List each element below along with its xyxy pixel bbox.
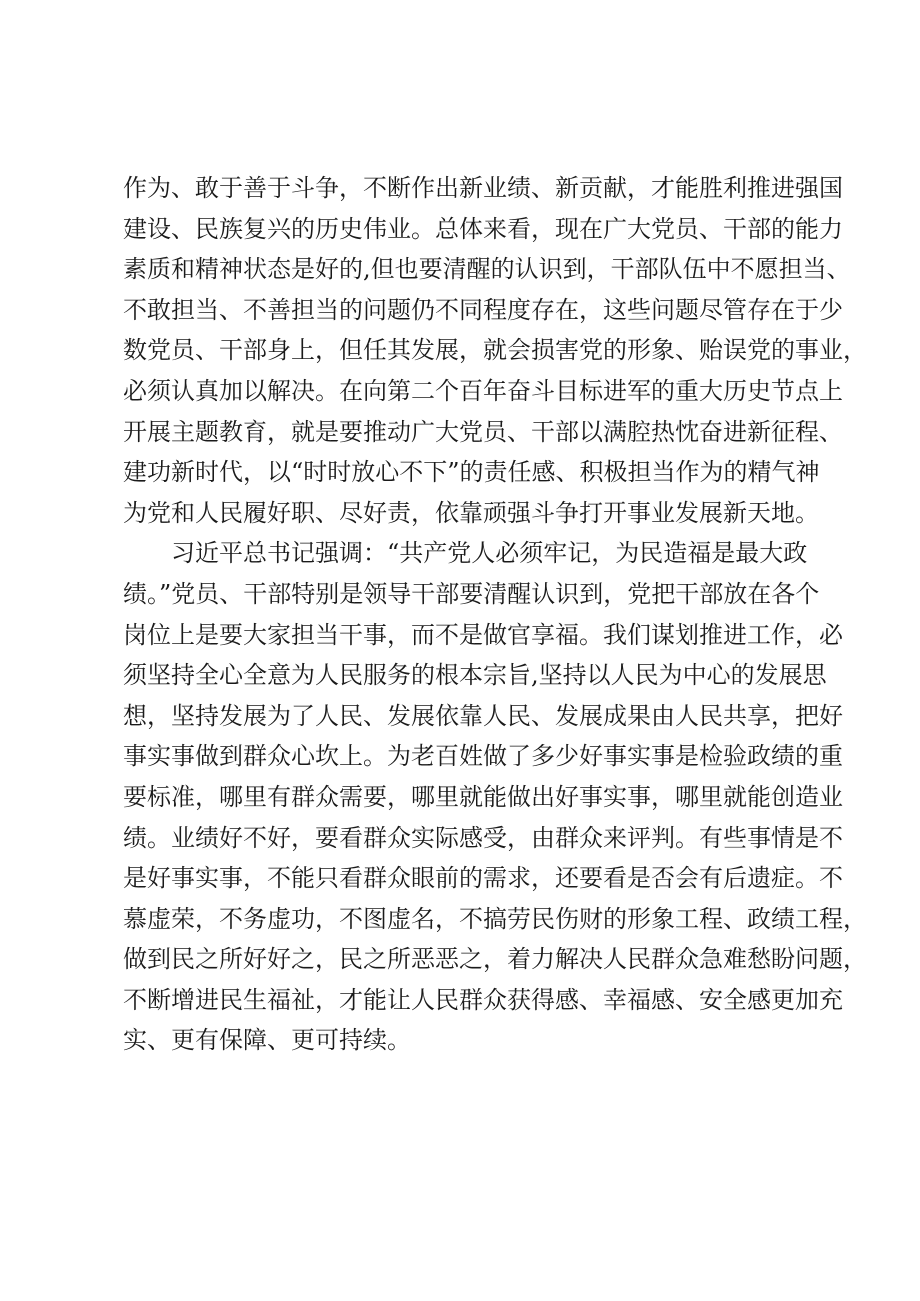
text-line: 是好事实事，不能只看群众眼前的需求，还要看是否会有后遗症。不	[123, 864, 843, 893]
body-text	[123, 168, 867, 1061]
text-line: 不敢担当、不善担当的问题仍不同程度存在，这些问题尽管存在于少	[123, 295, 843, 324]
text-line: 作为、敢于善于斗争，不断作出新业绩、新贡献，才能胜利推进强国	[123, 174, 843, 202]
text-line: 绩。”党员、干部特别是领导干部要清醒认识到，党把干部放在各个	[123, 579, 820, 608]
text-line: 必须认真加以解决。在向第二个百年奋斗目标进军的重大历史节点上	[123, 376, 843, 405]
text-line: 实、更有保障、更可持续。	[123, 1026, 411, 1055]
text-line: 慕虚荣，不务虚功，不图虚名，不搞劳民伤财的形象工程、政绩工程，	[123, 904, 867, 933]
text-line: 数党员、干部身上，但任其发展，就会损害党的形象、贻误党的事业，	[123, 336, 867, 365]
text-line: 开展主题教育，就是要推动广大党员、干部以满腔热忱奋进新征程、	[123, 417, 843, 446]
paragraph-2	[123, 533, 867, 1061]
text-line: 岗位上是要大家担当干事，而不是做官享福。我们谋划推进工作，必	[123, 620, 843, 649]
text-line: 为党和人民履好职、尽好责，依靠顽强斗争打开事业发展新天地。	[123, 498, 819, 527]
paragraph-1	[123, 168, 867, 533]
text-line: 须坚持全心全意为人民服务的根本宗旨,坚持以人民为中心的发展思	[123, 661, 827, 690]
text-line: 做到民之所好好之，民之所恶恶之，着力解决人民群众急难愁盼问题，	[123, 945, 867, 974]
text-line: 建功新时代，以“时时放心不下”的责任感、积极担当作为的精气神	[123, 458, 820, 487]
text-line: 不断增进民生福祉，才能让人民群众获得感、幸福感、安全感更加充	[123, 985, 843, 1014]
text-line: 绩。业绩好不好，要看群众实际感受，由群众来评判。有些事情是不	[123, 823, 843, 852]
text-line: 想，坚持发展为了人民、发展依靠人民、发展成果由人民共享，把好	[123, 701, 843, 730]
text-line: 习近平总书记强调：“共产党人必须牢记，为民造福是最大政	[171, 539, 808, 568]
text-line: 素质和精神状态是好的,但也要清醒的认识到，干部队伍中不愿担当、	[123, 255, 851, 284]
text-line: 建设、民族复兴的历史伟业。总体来看，现在广大党员、干部的能力	[123, 214, 843, 243]
text-line: 要标准，哪里有群众需要，哪里就能做出好事实事，哪里就能创造业	[123, 782, 843, 811]
text-line: 事实事做到群众心坎上。为老百姓做了多少好事实事是检验政绩的重	[123, 742, 843, 771]
